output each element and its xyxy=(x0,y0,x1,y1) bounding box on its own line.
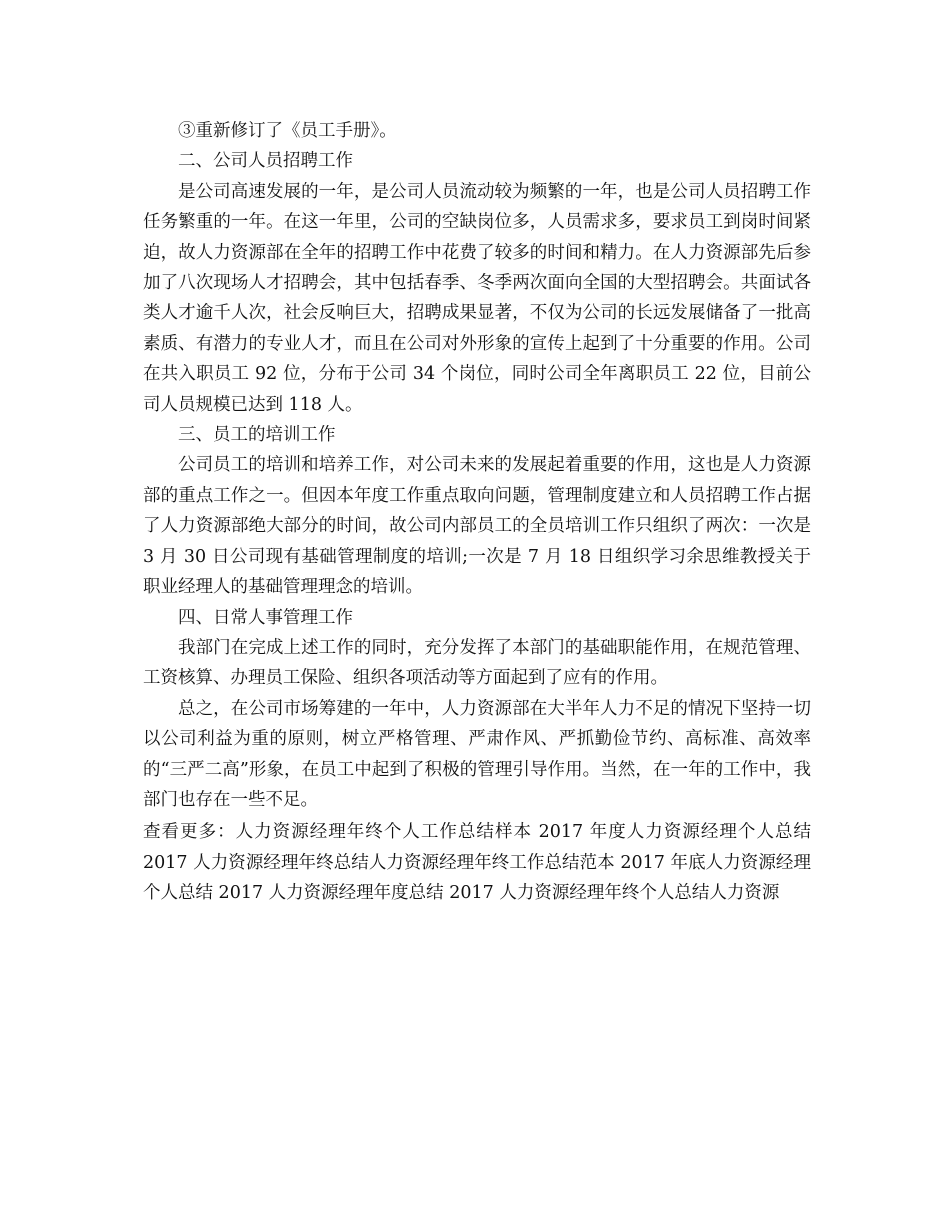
revision-item: ③重新修订了《员工手册》。 xyxy=(178,121,397,141)
document-page xyxy=(143,116,811,909)
recruitment-paragraph: 是公司高速发展的一年，是公司人员流动较为频繁的一年，也是公司人员招聘工作任务繁重的一年。在这一年里，公司的空缺岗位多，人员需求多，要求员工到岗时间紧迫，故人力资源部在全年的招聘工作中花费了较多的时间和精力。在人力资源部先后参加了八次现场人才招聘会，其中包括春季、冬季两次面向全国的大型招聘会。共面试各类人才逾千人次，社会反响巨大，招聘成果显著，不仅为公司的长远发展储备了一批高素质、有潜力的专业人才，而且在公司对外形象的宣传上起到了十分重要的作用。公司在共入职员工 92 位，分布于公司 34 个岗位，同时公司全年离职员工 22 位，目前公司人员规模已达到 118 人。 xyxy=(143,181,811,415)
see-more-links[interactable]: 查看更多：人力资源经理年终个人工作总结样本 2017 年度人力资源经理个人总结 2017 人力资源经理年终总结人力资源经理年终工作总结范本 2017 年底人力资源经理个人总结 2017 人力资源经理年度总结 2017 人力资源经理年终个人总结人力资源 xyxy=(143,822,811,904)
daily-hr-paragraph: 我部门在完成上述工作的同时，充分发挥了本部门的基础职能作用，在规范管理、工资核算、办理员工保险、组织各项活动等方面起到了应有的作用。 xyxy=(143,637,811,689)
section-heading-recruitment: 二、公司人员招聘工作 xyxy=(178,151,353,172)
section-heading-daily-hr: 四、日常人事管理工作 xyxy=(178,607,353,628)
section-heading-training: 三、员工的培训工作 xyxy=(178,425,336,446)
conclusion-paragraph: 总之，在公司市场筹建的一年中，人力资源部在大半年人力不足的情况下坚持一切以公司利益为重的原则，树立严格管理、严肃作风、严抓勤俭节约、高标准、高效率的“三严二高”形象，在员工中起到了积极的管理引导作用。当然，在一年的工作中，我部门也存在一些不足。 xyxy=(143,698,811,810)
training-paragraph: 公司员工的培训和培养工作，对公司未来的发展起着重要的作用，这也是人力资源部的重点工作之一。但因本年度工作重点取向问题，管理制度建立和人员招聘工作占据了人力资源部绝大部分的时间，故公司内部员工的全员培训工作只组织了两次：一次是 3 月 30 日公司现有基础管理制度的培训;一次是 7 月 18 日组织学习余思维教授关于职业经理人的基础管理理念的培训。 xyxy=(143,455,811,598)
